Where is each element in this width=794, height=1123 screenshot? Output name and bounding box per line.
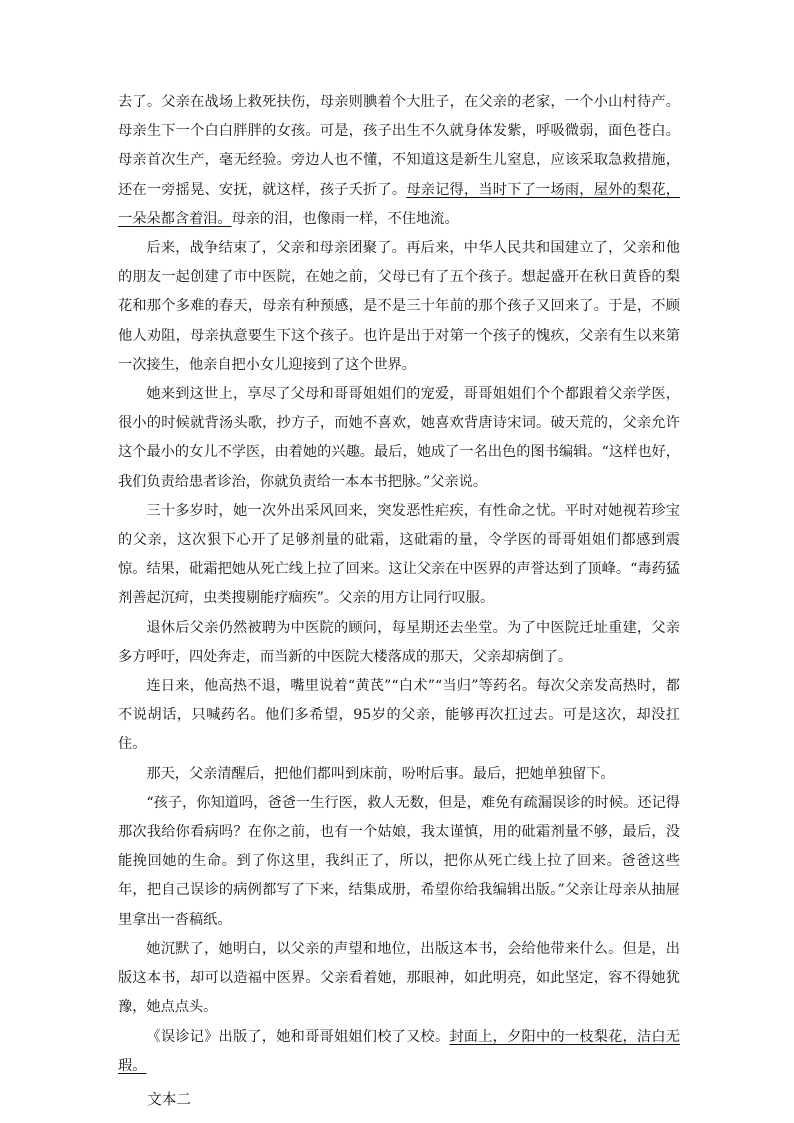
paragraph-3: 她来到这世上，享尽了父母和哥哥姐姐们的宠爱，哥哥姐姐们个个都跟着父亲学医，很小的时候就背汤头歌，抄方子，而她不喜欢，她喜欢背唐诗宋词。破天荒的，父亲允许这个最小的女儿不学医，由着她的兴趣。最后，她成了一名出色的图书编辑。“这样也好，我们负责给患者诊治，你就负责给一本本书把脉。”父亲说。 [118,386,680,490]
document-page [118,88,680,1114]
paragraph-1-text: 去了。父亲在战场上救死扶伤，母亲则腆着个大肚子，在父亲的老家，一个小山村待产。母亲生下一个白白胖胖的女孩。可是，孩子出生不久就身体发紫，呼吸微弱，面色苍白。母亲首次生产，毫无经验。旁边人也不懂，不知道这是新生儿窒息，应该采取急救措施，还在一旁摇晃、安抚，就这样，孩子夭折了。 [118,94,680,198]
paragraph-5: 退休后父亲仍然被聘为中医院的顾问，每星期还去坐堂。为了中医院迁址重建，父亲多方呼吁，四处奔走，而当新的中医院大楼落成的那天，父亲却病倒了。 [118,619,680,665]
paragraph-1 [118,88,680,234]
paragraph-9: 她沉默了，她明白，以父亲的声望和地位，出版这本书，会给他带来什么。但是，出版这本书，却可以造福中医界。父亲看着她，那眼神，如此明亮，如此坚定，容不得她犹豫，她点点头。 [118,940,680,1016]
section-heading: 文本二 [147,1090,191,1108]
paragraph-10 [118,1023,680,1081]
paragraph-2: 后来，战争结束了，父亲和母亲团聚了。再后来，中华人民共和国建立了，父亲和他的朋友一起创建了市中医院，在她之前，父母已有了五个孩子。想起盛开在秋日黄昏的梨花和那个多难的春天，母亲有种预感，是不是三十年前的那个孩子又回来了。于是，不顾他人劝阻，母亲执意要生下这个孩子。也许是出于对第一个孩子的愧疚，父亲有生以来第一次接生，他亲自把小女儿迎接到了这个世界。 [118,240,680,373]
paragraph-6: 连日来，他高热不退，嘴里说着“黄芪”“白术”“当归”等药名。每次父亲发高热时，都不说胡话，只喊药名。他们多希望，95岁的父亲，能够再次扛过去。可是这次，却没扛住。 [118,678,680,753]
paragraph-10-text: 《误诊记》出版了，她和哥哥姐姐们校了又校。 [146,1028,450,1045]
paragraph-4: 三十多岁时，她一次外出采风回来，突发恶性疟疾，有性命之忧。平时对她视若珍宝的父亲，这次狠下心开了足够剂量的砒霜，这砒霜的量，令学医的哥哥姐姐们都感到震惊。结果，砒霜把她从死亡线上拉了回来。这让父亲在中医界的声誉达到了顶峰。“毒药猛剂善起沉疴，虫类搜剔能疗痼疾”。父亲的用方让同行叹服。 [118,502,680,607]
paragraph-1-after-text: 母亲的泪，也像雨一样，不住地流。 [231,210,459,227]
paragraph-10-underlined-text: 封面上，夕阳中的一枝梨花，洁白无瑕。 [118,1028,680,1074]
paragraph-1-underlined-text: 母亲记得，当时下了一场雨，屋外的梨花，一朵朵都含着泪。 [118,181,680,227]
paragraph-8: “孩子，你知道吗，爸爸一生行医，救人无数，但是，难免有疏漏误诊的时候。还记得那次我给你看病吗？在你之前，也有一个姑娘，我太谨慎，用的砒霜剂量不够，最后，没能挽回她的生命。到了你这里，我纠正了，所以，把你从死亡线上拉了回来。爸爸这些年，把自己误诊的病例都写了下来，结集成册，希望你给我编辑出版。”父亲让母亲从抽屉里拿出一沓稿纸。 [118,794,680,928]
paragraph-7: 那天，父亲清醒后，把他们都叫到床前，吩咐后事。最后，把她单独留下。 [146,765,615,782]
